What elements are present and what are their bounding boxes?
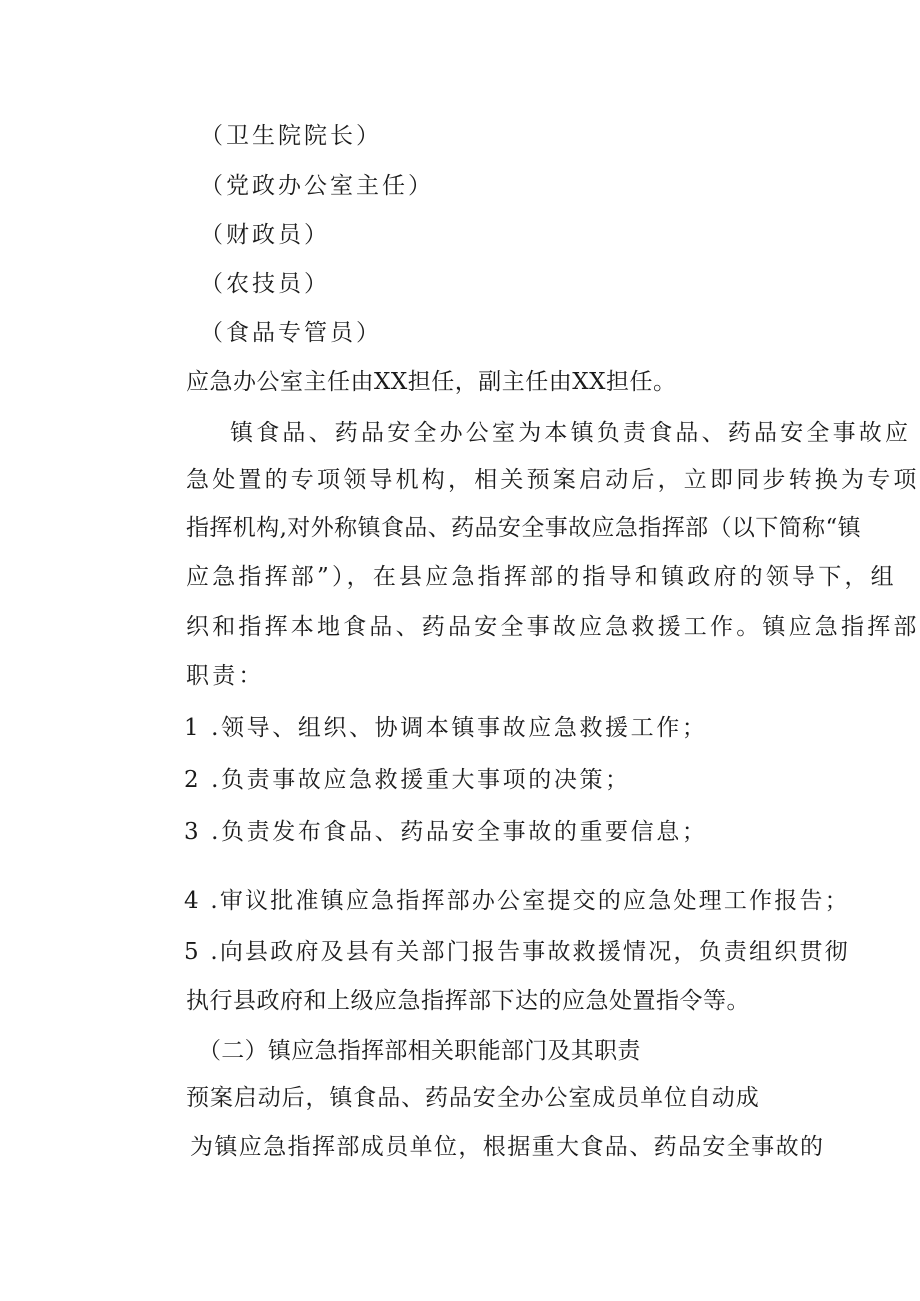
role-finance-officer: （财政员） xyxy=(200,222,330,248)
role-health-center-director: （卫生院院长） xyxy=(200,123,382,149)
paragraph-line: 指挥机构,对外称镇食品、药品安全事故应急指挥部（以下简称“镇 xyxy=(186,515,862,541)
paragraph-line: 职责： xyxy=(186,663,265,689)
closing-line: 为镇应急指挥部成员单位，根据重大食品、药品安全事故的 xyxy=(190,1134,825,1160)
paragraph-line: 镇食品、药品安全办公室为本镇负责食品、药品安全事故应 xyxy=(230,420,912,446)
duty-item: 5 .向县政府及县有关部门报告事故救援情况，负责组织贯彻 xyxy=(184,939,850,965)
paragraph-line: 应急指挥部”），在县应急指挥部的指导和镇政府的领导下，组 xyxy=(186,564,897,590)
closing-line: 预案启动后，镇食品、药品安全办公室成员单位自动成 xyxy=(186,1085,760,1111)
paragraph-line: 织和指挥本地食品、药品安全事故应急救援工作。镇应急指挥部 xyxy=(186,614,920,640)
paragraph-line: 急处置的专项领导机构，相关预案启动后，立即同步转换为专项 xyxy=(186,467,920,493)
duty-item: 1 .领导、组织、协调本镇事故应急救援工作； xyxy=(184,715,708,741)
duty-item: 4 .审议批准镇应急指挥部办公室提交的应急处理工作报告； xyxy=(184,888,850,914)
section-heading: （二）镇应急指挥部相关职能部门及其职责 xyxy=(198,1038,641,1064)
role-agri-technician: （农技员） xyxy=(200,271,330,297)
duty-item: 3 .负责发布食品、药品安全事故的重要信息； xyxy=(184,819,708,845)
duty-item-continuation: 执行县政府和上级应急指挥部下达的应急处置指令等。 xyxy=(186,988,750,1014)
duty-item: 2 .负责事故应急救援重大事项的决策； xyxy=(184,767,631,793)
role-party-office-director: （党政办公室主任） xyxy=(200,173,434,199)
office-director-line: 应急办公室主任由XX担任，副主任由XX担任。 xyxy=(186,369,677,395)
role-food-supervisor: （食品专管员） xyxy=(200,320,382,346)
